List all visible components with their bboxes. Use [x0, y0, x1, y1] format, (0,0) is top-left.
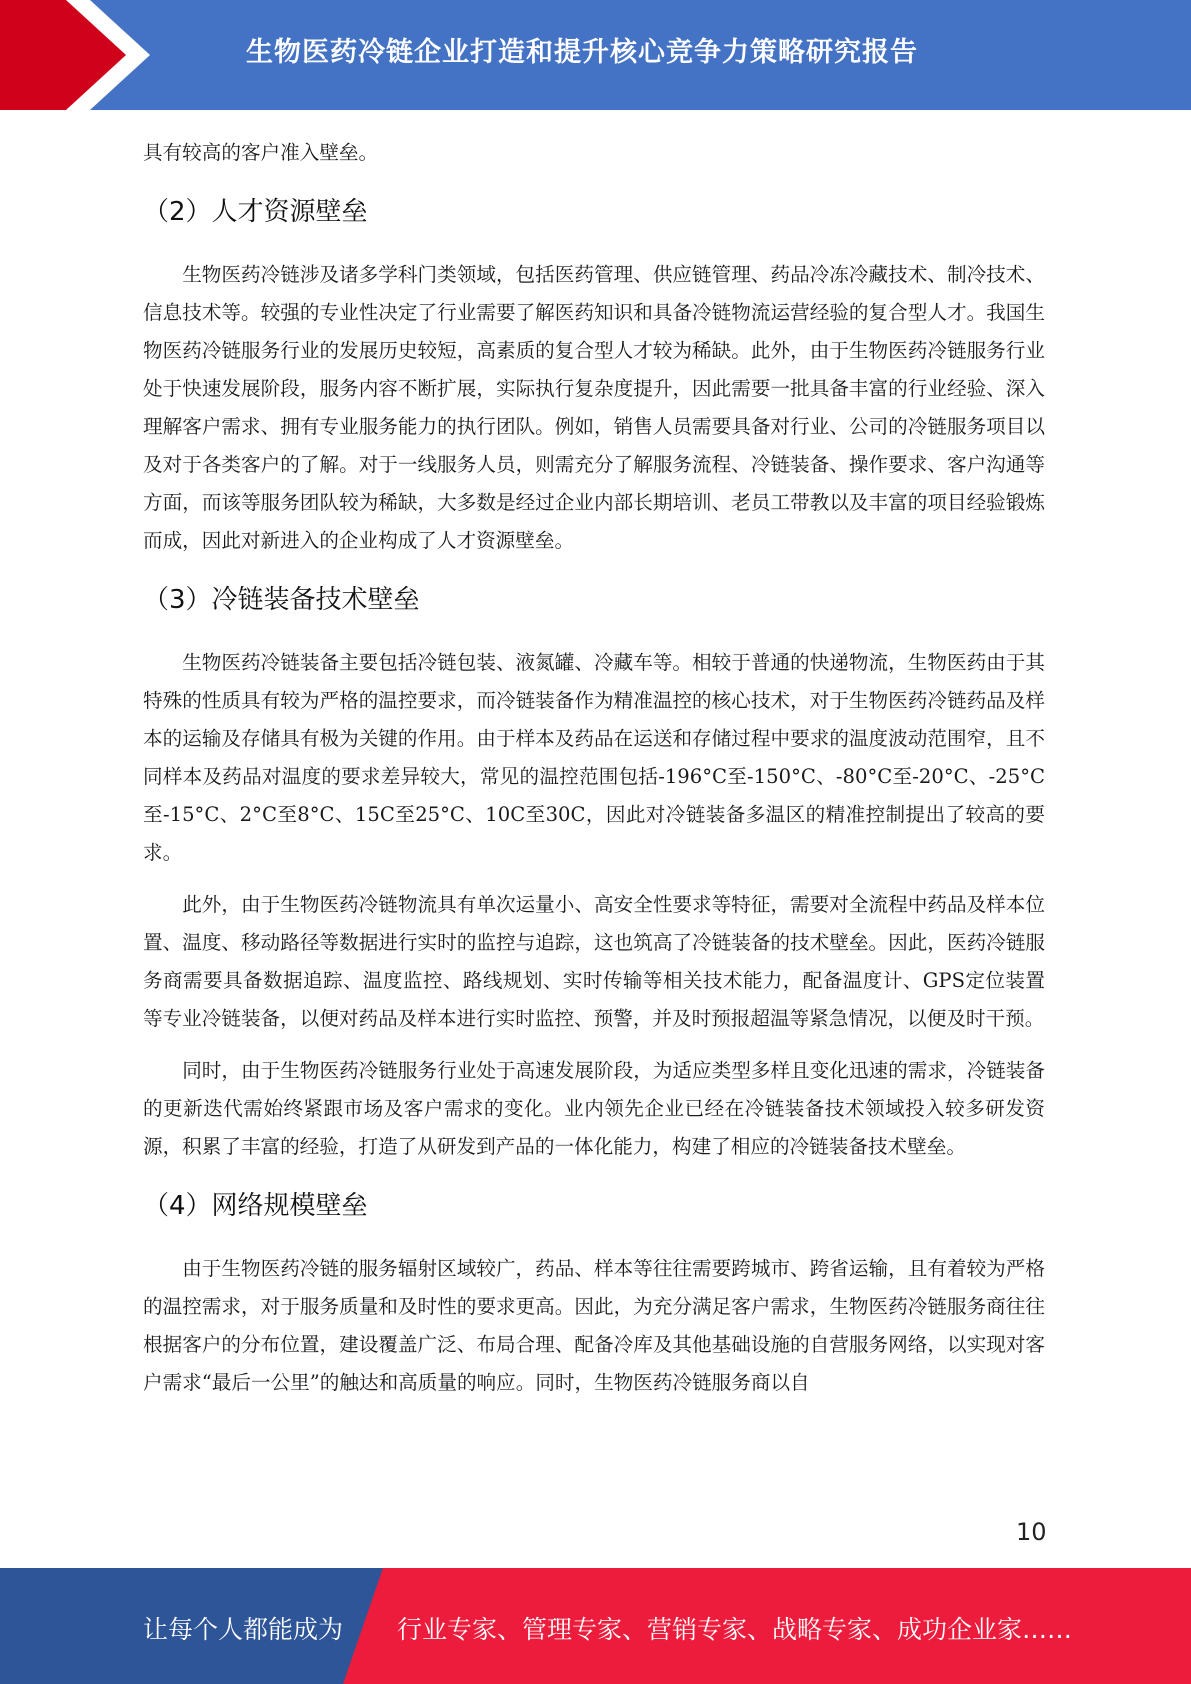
section-heading-equipment: （3）冷链装备技术壁垒	[143, 585, 420, 615]
page-number: 10	[1016, 1518, 1047, 1546]
page-footer	[0, 1568, 1191, 1684]
footer-slogan-left: 让每个人都能成为	[143, 1615, 344, 1644]
paragraph-equipment-1: 生物医药冷链装备主要包括冷链包装、液氮罐、冷藏车等。相较于普通的快递物流，生物医药由于其特殊的性质具有较为严格的温控要求，而冷链装备作为精准温控的核心技术，对于生物医药冷链药品及样本的运输及存储具有极为关键的作用。由于样本及药品在运送和存储过程中要求的温度波动范围窄，且不同样本及药品对温度的要求差异较大，常见的温控范围包括-196°C至-150°C、-80°C至-20°C、-25°C至-15°C、2°C至8°C、15C至25°C、10C至30C，因此对冷链装备多温区的精准控制提出了较高的要求。	[143, 651, 1045, 864]
document-body	[143, 134, 1045, 1402]
paragraph-talent-1: 生物医药冷链涉及诸多学科门类领域，包括医药管理、供应链管理、药品冷冻冷藏技术、制冷技术、信息技术等。较强的专业性决定了行业需要了解医药知识和具备冷链物流运营经验的复合型人才。我国生物医药冷链服务行业的发展历史较短，高素质的复合型人才较为稀缺。此外，由于生物医药冷链服务行业处于快速发展阶段，服务内容不断扩展，实际执行复杂度提升，因此需要一批具备丰富的行业经验、深入理解客户需求、拥有专业服务能力的执行团队。例如，销售人员需要具备对行业、公司的冷链服务项目以及对于各类客户的了解。对于一线服务人员，则需充分了解服务流程、冷链装备、操作要求、客户沟通等方面，而该等服务团队较为稀缺，大多数是经过企业内部长期培训、老员工带教以及丰富的项目经验锻炼而成，因此对新进入的企业构成了人才资源壁垒。	[143, 263, 1045, 552]
intro-line: 具有较高的客户准入壁垒。	[143, 141, 379, 164]
section-heading-network: （4）网络规模壁垒	[143, 1191, 368, 1221]
section-heading-talent: （2）人才资源壁垒	[143, 197, 368, 227]
paragraph-equipment-2: 此外，由于生物医药冷链物流具有单次运量小、高安全性要求等特征，需要对全流程中药品及样本位置、温度、移动路径等数据进行实时的监控与追踪，这也筑高了冷链装备的技术壁垒。因此，医药冷链服务商需要具备数据追踪、温度监控、路线规划、实时传输等相关技术能力，配备温度计、GPS定位装置等专业冷链装备，以便对药品及样本进行实时监控、预警，并及时预报超温等紧急情况，以便及时干预。	[143, 893, 1045, 1030]
paragraph-network-1: 由于生物医药冷链的服务辐射区域较广，药品、样本等往往需要跨城市、跨省运输，且有着较为严格的温控需求，对于服务质量和及时性的要求更高。因此，为充分满足客户需求，生物医药冷链服务商往往根据客户的分布位置，建设覆盖广泛、布局合理、配备冷库及其他基础设施的自营服务网络，以实现对客户需求“最后一公里”的触达和高质量的响应。同时，生物医药冷链服务商以自	[143, 1257, 1045, 1394]
page-header	[0, 0, 1191, 110]
paragraph-equipment-3: 同时，由于生物医药冷链服务行业处于高速发展阶段，为适应类型多样且变化迅速的需求，冷链装备的更新迭代需始终紧跟市场及客户需求的变化。业内领先企业已经在冷链装备技术领域投入较多研发资源，积累了丰富的经验，打造了从研发到产品的一体化能力，构建了相应的冷链装备技术壁垒。	[143, 1059, 1045, 1158]
header-title: 生物医药冷链企业打造和提升核心竞争力策略研究报告	[246, 37, 918, 68]
footer-slogan-right: 行业专家、管理专家、营销专家、战略专家、成功企业家……	[397, 1615, 1073, 1644]
